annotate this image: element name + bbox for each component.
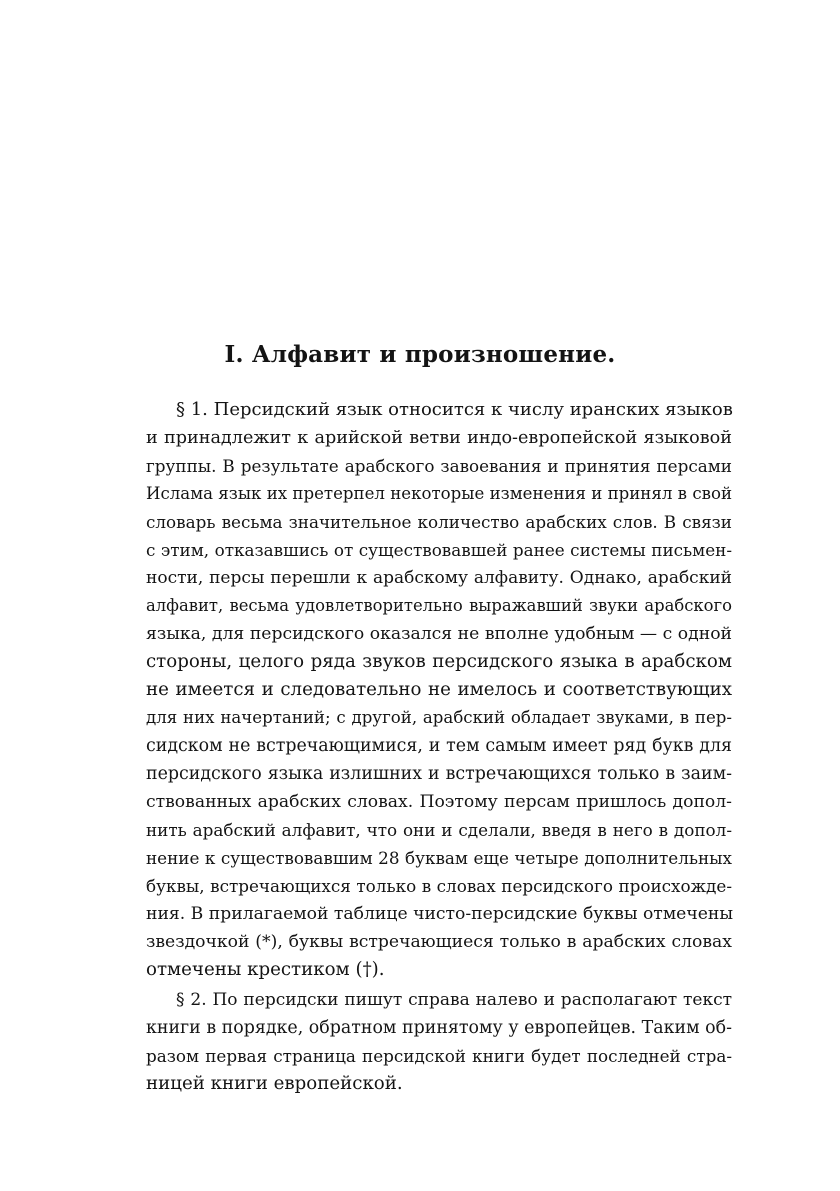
text-line: книги в порядке, обратном принятому у европейцев. Таким об- <box>146 1018 732 1038</box>
text-line: сидском не встречающимися, и тем самым имеет ряд букв для <box>146 736 732 756</box>
text-line: Ислама язык их претерпел некоторые изменения и принял в свой <box>146 484 732 503</box>
text-line: буквы, встречающихся только в словах персидского происхожде- <box>146 876 732 896</box>
text-line: не имеется и следовательно не имелось и соответствующих <box>146 679 732 700</box>
text-line: ности, персы перешли к арабскому алфавиту. Однако, арабский <box>146 568 732 588</box>
text-line: § 1. Персидский язык относится к числу иранских языков <box>176 399 733 420</box>
text-line: звездочкой (*), буквы встречающиеся только в арабских словах <box>146 932 732 952</box>
text-line: персидского языка излишних и встречающихся только в заим- <box>146 764 732 784</box>
text-line: разом первая страница персидской книги будет последней стра- <box>146 1046 732 1066</box>
text-line: отмечены крестиком (†). <box>146 959 385 980</box>
text-line: группы. В результате арабского завоевания и принятия персами <box>146 456 732 476</box>
text-line: и принадлежит к арийской ветви индо-европейской языковой <box>146 428 732 448</box>
text-line: языка, для персидского оказался не вполне удобным — с одной <box>146 624 732 644</box>
text-line: алфавит, весьма удовлетворительно выражавший звуки арабского <box>146 596 732 615</box>
text-line: словарь весьма значительное количество арабских слов. В связи <box>146 512 732 532</box>
text-line: нение к существовавшим 28 буквам еще четыре дополнительных <box>146 848 732 868</box>
text-line: ницей книги европейской. <box>146 1073 403 1094</box>
text-line: для них начертаний; с другой, арабский обладает звуками, в пер- <box>146 708 732 727</box>
chapter-title: I. Алфавит и произношение. <box>224 341 616 368</box>
text-line: ствованных арабских словах. Поэтому персам пришлось допол- <box>146 792 732 812</box>
text-line: с этим, отказавшись от существовавшей ранее системы письмен- <box>146 540 732 560</box>
text-line: стороны, целого ряда звуков персидского языка в арабском <box>146 651 732 672</box>
text-line: нить арабский алфавит, что они и сделали, введя в него в допол- <box>146 820 732 840</box>
text-line: § 2. По персидски пишут справа налево и располагают текст <box>176 990 732 1010</box>
text-line: ния. В прилагаемой таблице чисто-персидские буквы отмечены <box>146 904 734 924</box>
